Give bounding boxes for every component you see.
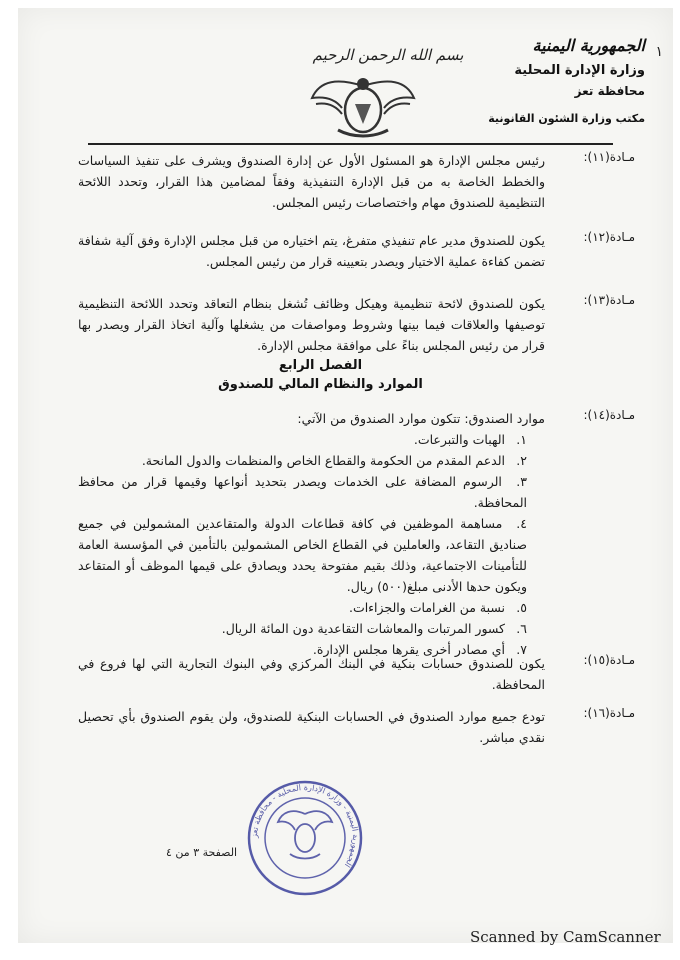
article-intro: موارد الصندوق: تتكون موارد الصندوق من الآتي: — [297, 411, 545, 426]
chapter-heading — [98, 358, 543, 392]
chapter-subtitle: الموارد والنظام المالي للصندوق — [218, 377, 423, 392]
article-12 — [78, 230, 635, 272]
article-14 — [78, 408, 635, 660]
article-text: يكون للصندوق حسابات بنكية في البنك المركزي وفي البنوك التجارية التي لها فروع في المحافظة. — [78, 656, 545, 692]
republic-name: الجمهورية اليمنية — [532, 36, 645, 55]
list-item: ٤. مساهمة الموظفين في كافة قطاعات الدولة والمتقاعدين المشمولين في جميع صناديق التقاعد، والعاملين في القطاع الخاص المشمولين بالتأمين في المؤسسة العامة للتأمينات الاجتماعية، وذلك بقيم مفتوحة يحدد ويصادق على قيمها الموظف أو المتقاعد ويكون حدها الأدنى مبلغ(٥٠٠) ريال. — [78, 516, 527, 594]
document-page — [18, 8, 673, 943]
article-text: رئيس مجلس الإدارة هو المسئول الأول عن إدارة الصندوق ويشرف على تنفيذ السياسات والخطط الخاصة به من قبل الإدارة التنفيذية وفقاً لمضامين هذا القرار، وتحدد اللائحة التنظيمية للصندوق مهام واختصاصات رئيس المجلس. — [78, 153, 545, 210]
article-text: يكون للصندوق مدير عام تنفيذي متفرغ، يتم اختياره من قبل مجلس الإدارة وفق آلية شفافة تضمن كفاءة عملية الاختيار ويصدر بتعيينه قرار من رئيس المجلس. — [78, 233, 545, 269]
list-item: ٢. الدعم المقدم من الحكومة والقطاع الخاص والمنظمات والدول المانحة. — [141, 453, 527, 468]
list-item: ٣. الرسوم المضافة على الخدمات ويصدر بتحديد أنواعها وقيمها قرار من محافظ المحافظة. — [78, 474, 527, 510]
article-label: مـادة(١٥): — [583, 653, 635, 667]
eagle-emblem-icon — [308, 68, 418, 140]
list-item: ٥. نسبة من الغرامات والجزاءات. — [348, 600, 527, 615]
article-15 — [78, 653, 635, 695]
top-page-mark: ١ — [655, 44, 663, 60]
header-rule — [88, 143, 613, 145]
stamp-text: الجمهورية اليمنية - وزارة الإدارة المحلية - محافظة تعز — [249, 782, 361, 870]
chapter-title: الفصل الرابع — [278, 358, 363, 373]
scanner-watermark: Scanned by CamScanner — [470, 928, 661, 946]
article-text: يكون للصندوق لائحة تنظيمية وهيكل وظائف تُشغل بنظام التعاقد وتحدد اللائحة التنظيمية توصيفها والعلاقات فيما بينها وشروط ومواصفات من يشغلها وآلية اتخاذ القرار ويصدر بها قرار من رئيس المجلس بناءً على موافقة مجلس الإدارة. — [78, 296, 545, 353]
article-label: مـادة(١١): — [583, 150, 635, 164]
article-text: تودع جميع موارد الصندوق في الحسابات البنكية للصندوق، ولن يقوم الصندوق بأي تحصيل نقدي مباشر. — [78, 709, 545, 745]
resources-list — [78, 429, 545, 660]
list-item: ٧. أي مصادر أخرى يقرها مجلس الإدارة. — [312, 642, 527, 657]
article-label: مـادة(١٤): — [583, 408, 635, 422]
article-13 — [78, 293, 635, 356]
article-label: مـادة(١٦): — [583, 706, 635, 720]
office-name: مكتب وزارة الشئون القانونية — [488, 112, 645, 125]
list-item: ٦. كسور المرتبات والمعاشات التقاعدية دون المائة الريال. — [221, 621, 527, 636]
list-item: ١. الهبات والتبرعات. — [413, 432, 527, 447]
article-11 — [78, 150, 635, 213]
ministry-name: وزارة الإدارة المحلية — [514, 63, 645, 78]
letterhead — [475, 36, 645, 125]
official-stamp-icon — [240, 778, 370, 898]
governorate-name: محافظة تعز — [574, 84, 645, 98]
article-16 — [78, 706, 635, 748]
article-label: مـادة(١٣): — [583, 293, 635, 307]
page-number: الصفحة ٣ من ٤ — [166, 846, 238, 859]
basmala: بسم الله الرحمن الرحيم — [312, 46, 464, 64]
article-label: مـادة(١٢): — [583, 230, 635, 244]
